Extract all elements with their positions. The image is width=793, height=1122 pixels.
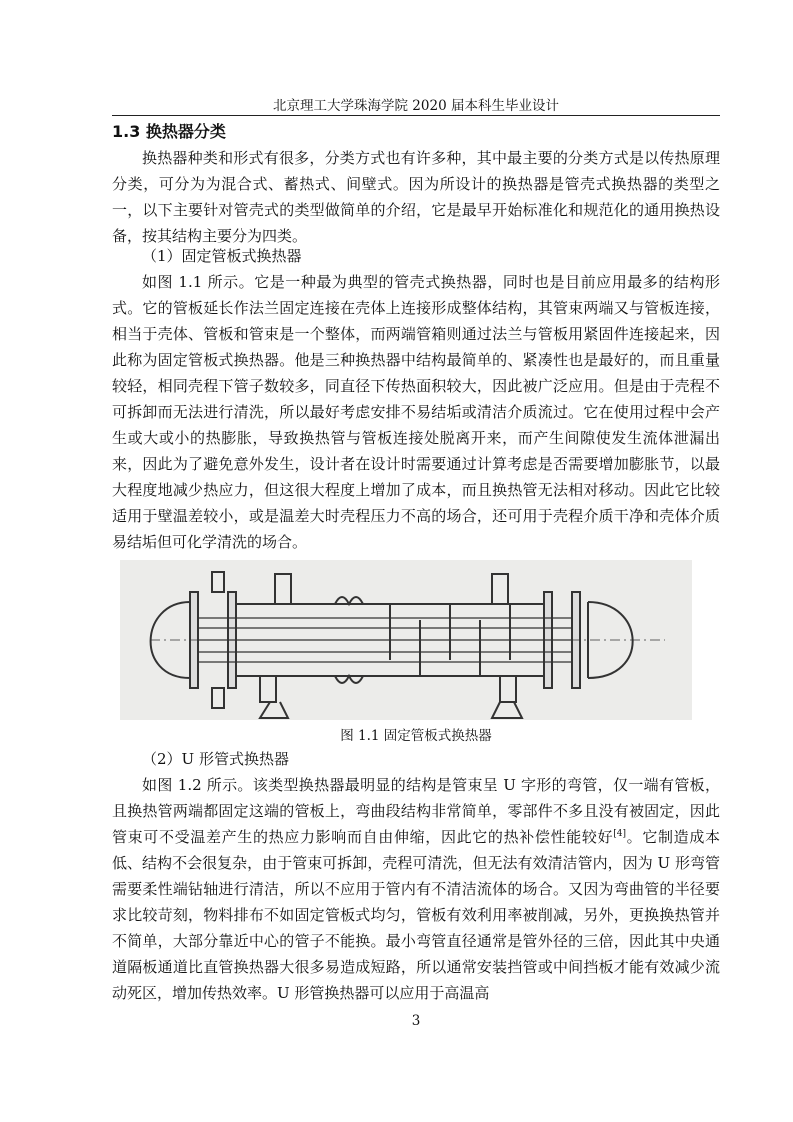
intro-paragraph: 换热器种类和形式有很多，分类方式也有许多种，其中最主要的分类方式是以传热原理分类，可分为为混合式、蓄热式、间壁式。因为所设计的换热器是管壳式换热器的类型之一，以下主要针对管壳式的类型做简单的介绍，它是最早开始标准化和规范化的通用换热设备，按其结构主要分为四类。 [112, 149, 720, 245]
running-header: 北京理工大学珠海学院 2020 届本科生毕业设计 [273, 98, 559, 114]
page-number: 3 [411, 1013, 421, 1029]
citation-ref: [4] [613, 829, 626, 839]
figure-caption: 图 1.1 固定管板式换热器 [340, 728, 492, 744]
subheading-u-tube: （2）U 形管式换热器 [142, 750, 289, 768]
section-title: 1.3 换热器分类 [112, 122, 226, 141]
subheading-fixed-tube-sheet: （1）固定管板式换热器 [142, 247, 302, 265]
header-divider [112, 115, 720, 116]
figure-heat-exchanger [120, 560, 692, 720]
fixed-tube-sheet-paragraph: 如图 1.1 所示。它是一种最为典型的管壳式换热器，同时也是目前应用最多的结构形式。它的管板延长作法兰固定连接在壳体上连接形成整体结构，其管束两端又与管板连接，相当于壳体、管板和管束是一个整体，而两端管箱则通过法兰与管板用紧固件连接起来，因此称为固定管板式换热器。他是三种换热器中结构最简单的、紧凑性也是最好的，而且重量较轻，相同壳程下管子数较多，同直径下传热面积较大，因此被广泛应用。但是由于壳程不可拆卸而无法进行清洗，所以最好考虑安排不易结垢或清洁介质流过。它在使用过程中会产生或大或小的热膨胀，导致换热管与管板连接处脱离开来，而产生间隙使发生流体泄漏出来，因此为了避免意外发生，设计者在设计时需要通过计算考虑是否需要增加膨胀节，以最大程度地减少热应力，但这很大程度上增加了成本，而且换热管无法相对移动。因此它比较适用于壁温差较小，或是温差大时壳程压力不高的场合，还可用于壳程介质干净和壳体介质易结垢但可化学清洗的场合。 [112, 273, 720, 551]
heat-exchanger-drawing-icon [120, 560, 692, 720]
u-tube-paragraph [112, 772, 720, 1006]
u-tube-text-part1: 如图 1.2 所示。该类型换热器最明显的结构是管束呈 U 字形的弯管，仅一端有管板，且换热管两端都固定这端的管板上，弯曲段结构非常简单，零部件不多且没有被固定，因此管束可不受温差产生的热应力影响而自由伸缩，因此它的热补偿性能较好 [112, 776, 720, 846]
u-tube-text-part2: 。它制造成本低、结构不会很复杂，由于管束可拆卸，壳程可清洗，但无法有效清洁管内，因为 U 形弯管需要柔性端钻轴进行清洁，所以不应用于管内有不清洁流体的场合。又因为弯曲管的半径要求比较苛刻，物料排布不如固定管板式均匀，管板有效利用率被削减，另外，更换换热管并不简单，大部分靠近中心的管子不能换。最小弯管直径通常是管外径的三倍，因此其中央通道隔板通道比直管换热器大很多易造成短路，所以通常安装挡管或中间挡板才能有效减少流动死区，增加传热效率。U 形管换热器可以应用于高温高 [112, 828, 720, 1002]
